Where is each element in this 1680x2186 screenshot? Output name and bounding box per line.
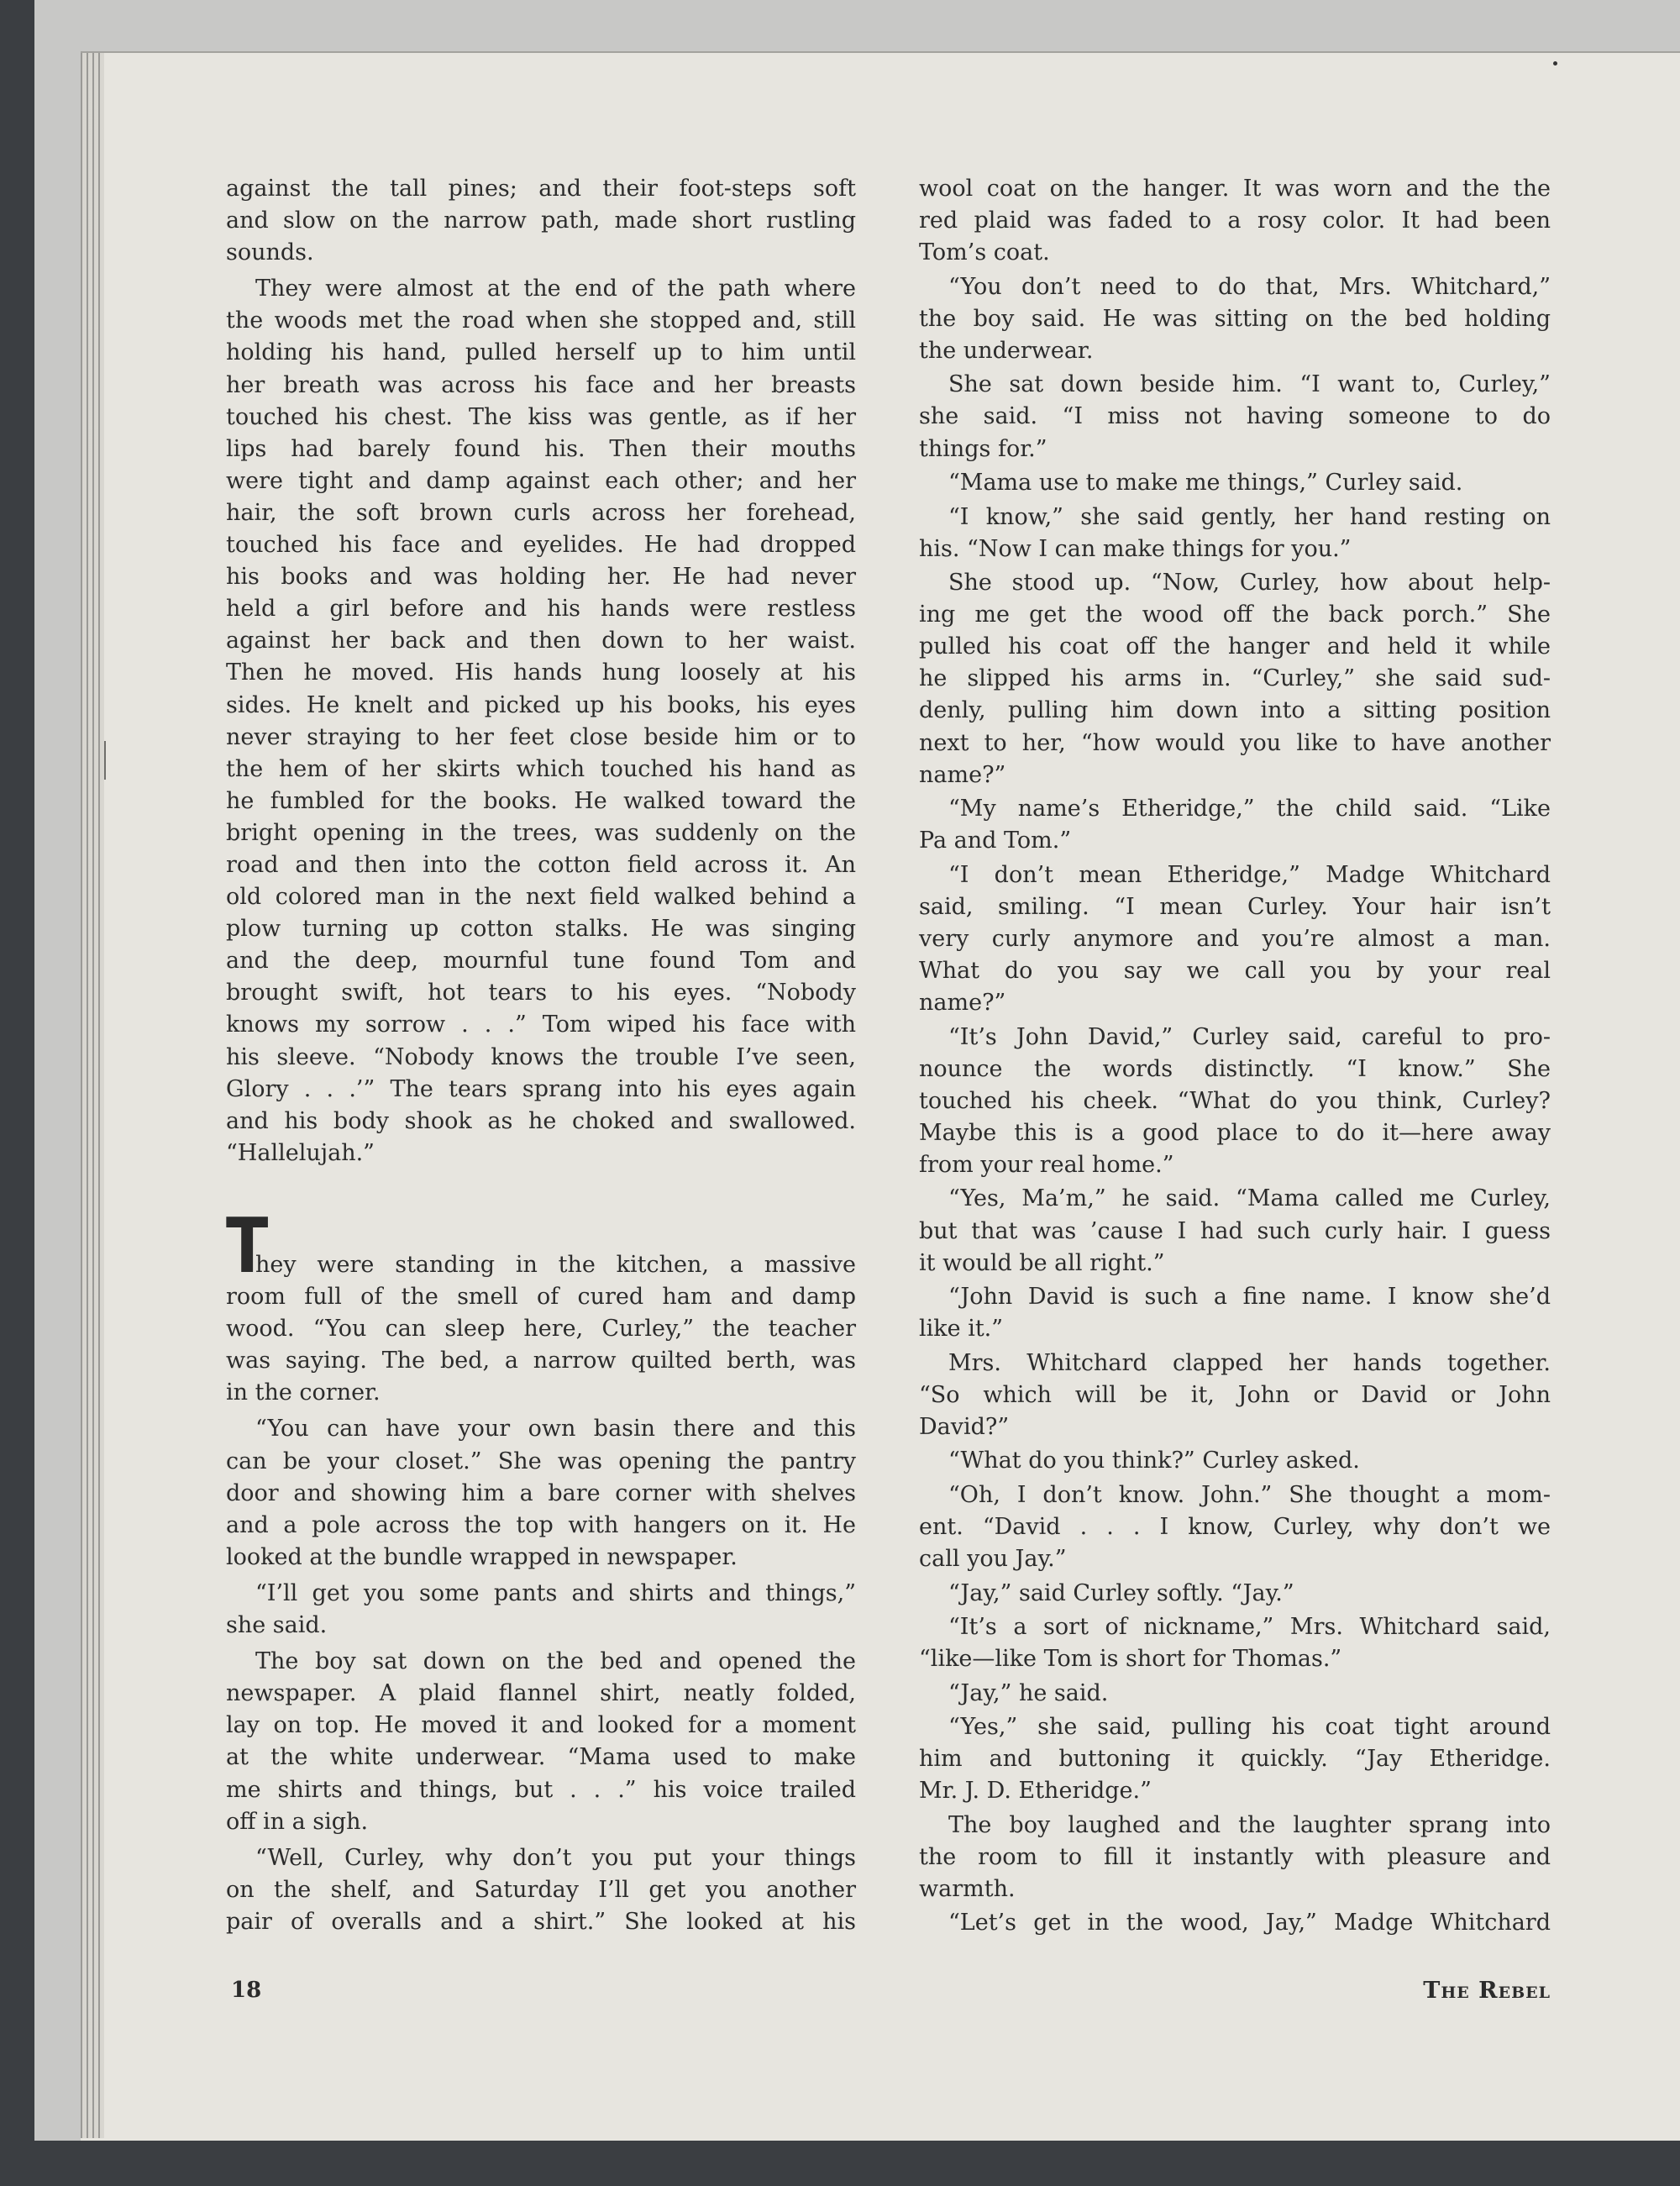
text-line: The boy sat down on the bed and opened the	[255, 1648, 856, 1675]
text-line: “My name’s Etheridge,” the child said. “Like	[948, 796, 1551, 822]
text-line: off in a sigh.	[226, 1808, 369, 1835]
text-line: door and showing him a bare corner with shelves	[226, 1479, 856, 1506]
paragraph	[919, 1678, 1551, 1710]
text-line: the room to fill it instantly with pleasure and	[919, 1843, 1551, 1870]
text-line: the boy said. He was sitting on the bed holding	[919, 305, 1551, 332]
text-line: and the deep, mournful tune found Tom and	[226, 948, 856, 975]
text-line: pulled his coat off the hanger and held it while	[919, 633, 1551, 660]
paragraph	[919, 1578, 1551, 1610]
paragraph	[226, 1842, 856, 1938]
paragraph	[919, 859, 1551, 1019]
paragraph	[919, 271, 1551, 367]
text-line: call you Jay.”	[919, 1546, 1067, 1573]
text-line: room full of the smell of cured ham and damp	[226, 1284, 856, 1311]
text-line: very curly anymore and you’re almost a man.	[919, 925, 1551, 952]
text-line: in the corner.	[226, 1379, 381, 1406]
text-line: “Yes, Ma’m,” he said. “Mama called me Curley,	[948, 1185, 1551, 1212]
text-line: “I don’t mean Etheridge,” Madge Whitchard	[948, 861, 1551, 888]
text-line: ing me get the wood off the back porch.” She	[919, 602, 1551, 628]
paragraph	[919, 1479, 1551, 1575]
text-line: he fumbled for the books. He walked toward the	[226, 787, 856, 814]
text-line: the hem of her skirts which touched his hand as	[226, 755, 856, 782]
text-line: Glory . . .’” The tears sprang into his eyes again	[226, 1075, 856, 1102]
text-line: Then he moved. His hands hung loosely at his	[226, 659, 856, 686]
paragraph	[226, 1413, 856, 1573]
text-line: knows my sorrow . . .” Tom wiped his face with	[226, 1012, 856, 1038]
text-line: him and buttoning it quickly. “Jay Etheridge.	[919, 1746, 1551, 1773]
text-line: she said.	[226, 1612, 328, 1639]
text-line: Mrs. Whitchard clapped her hands together.	[948, 1349, 1551, 1376]
text-line: the woods met the road when she stopped and, still	[226, 307, 856, 334]
text-line: against the tall pines; and their foot-steps soft	[226, 176, 856, 202]
story-continuation-section	[226, 173, 856, 1169]
text-line: “like—like Tom is short for Thomas.”	[919, 1646, 1342, 1673]
paragraph	[919, 1907, 1551, 1939]
text-line: She stood up. “Now, Curley, how about help-	[948, 570, 1551, 596]
text-line: old colored man in the next field walked behind a	[226, 884, 856, 911]
text-line: nounce the words distinctly. “I know.” She	[919, 1055, 1551, 1082]
text-line: touched his face and eyelides. He had dropped	[226, 532, 856, 559]
text-line: “John David is such a fine name. I know she’d	[948, 1284, 1551, 1311]
paragraph	[226, 1578, 856, 1642]
text-line: looked at the bundle wrapped in newspaper.	[226, 1543, 738, 1570]
text-line: Pa and Tom.”	[919, 828, 1072, 854]
paragraph	[226, 173, 856, 269]
text-line: “I’ll get you some pants and shirts and things,”	[255, 1579, 856, 1606]
text-line: sides. He knelt and picked up his books, his eyes	[226, 691, 856, 718]
text-line: were tight and damp against each other; and her	[226, 467, 856, 494]
text-line: “So which will be it, John or David or John	[919, 1381, 1551, 1408]
paragraph	[919, 1711, 1551, 1807]
paragraph	[919, 793, 1551, 857]
page-number: 18	[231, 1978, 262, 2003]
text-line: plow turning up cotton stalks. He was singing	[226, 916, 856, 943]
text-line: “What do you think?” Curley asked.	[948, 1448, 1360, 1474]
text-line: never straying to her feet close beside him or to	[226, 723, 856, 750]
text-line: warmth.	[919, 1875, 1016, 1902]
text-line: road and then into the cotton field across it. An	[226, 851, 856, 878]
text-line: name?”	[919, 761, 1006, 788]
text-line: like it.”	[919, 1316, 1004, 1343]
paragraph	[226, 1646, 856, 1838]
text-line: lips had barely found his. Then their mouths	[226, 435, 856, 462]
text-line: it would be all right.”	[919, 1249, 1165, 1276]
text-line: “Well, Curley, why don’t you put your things	[255, 1844, 856, 1871]
paragraph	[919, 502, 1551, 565]
paragraph	[919, 1348, 1551, 1443]
text-line: They were almost at the end of the path where	[255, 276, 856, 302]
text-line: bright opening in the trees, was suddenly on the	[226, 819, 856, 846]
text-line: “Hallelujah.”	[226, 1139, 375, 1166]
text-line: pair of overalls and a shirt.” She looked at his	[226, 1908, 856, 1935]
paragraph	[919, 467, 1551, 499]
text-line: she said. “I miss not having someone to do	[919, 403, 1551, 430]
text-line: and a pole across the top with hangers on it. He	[226, 1511, 856, 1538]
text-line: ent. “David . . . I know, Curley, why don’t we	[919, 1513, 1551, 1540]
text-line: his. “Now I can make things for you.”	[919, 535, 1352, 562]
text-line: sounds.	[226, 239, 314, 266]
paragraph	[919, 1810, 1551, 1905]
text-line: his books and was holding her. He had never	[226, 564, 856, 591]
ink-speck	[1553, 61, 1557, 66]
text-line: his sleeve. “Nobody knows the trouble I’ve seen,	[226, 1043, 856, 1070]
page-binding-edge	[81, 53, 104, 2138]
text-line: at the white underwear. “Mama used to make	[226, 1744, 856, 1771]
text-line: “Oh, I don’t know. John.” She thought a mom-	[948, 1481, 1551, 1508]
text-line: wood. “You can sleep here, Curley,” the teacher	[226, 1316, 856, 1343]
text-line: hey were standing in the kitchen, a massive	[255, 1252, 856, 1278]
paragraph	[919, 1611, 1551, 1675]
right-column	[919, 173, 1551, 1946]
text-line: “It’s John David,” Curley said, careful to pro-	[948, 1023, 1551, 1050]
paragraph	[919, 1183, 1551, 1279]
text-line: “You don’t need to do that, Mrs. Whitchard,”	[948, 273, 1551, 300]
left-column	[226, 173, 856, 1946]
text-line: The boy laughed and the laughter sprang into	[948, 1811, 1551, 1838]
page-footer	[231, 1973, 1551, 2007]
text-line: denly, pulling him down into a sitting position	[919, 697, 1551, 724]
binding-mark	[104, 741, 106, 780]
paragraph	[226, 1249, 856, 1409]
text-line: “It’s a sort of nickname,” Mrs. Whitchard said,	[948, 1613, 1551, 1640]
text-line: Mr. J. D. Etheridge.”	[919, 1778, 1152, 1805]
text-line: said, smiling. “I mean Curley. Your hair isn’t	[919, 893, 1551, 920]
text-line: “Let’s get in the wood, Jay,” Madge Whitchard	[948, 1910, 1551, 1936]
text-line: me shirts and things, but . . .” his voice trailed	[226, 1776, 856, 1803]
text-line: but that was ’cause I had such curly hair. I guess	[919, 1217, 1551, 1244]
text-line: brought swift, hot tears to his eyes. “Nobody	[226, 980, 856, 1006]
text-line: from your real home.”	[919, 1151, 1174, 1178]
running-title: The Rebel	[1423, 1977, 1551, 2004]
text-line: What do you say we call you by your real	[919, 957, 1551, 984]
kitchen-scene-section	[226, 1202, 856, 1938]
text-line: and his body shook as he choked and swallowed.	[226, 1107, 856, 1134]
paragraph	[919, 1445, 1551, 1477]
text-line: held a girl before and his hands were restless	[226, 596, 856, 623]
text-line: “You can have your own basin there and this	[255, 1416, 856, 1442]
text-line: touched his cheek. “What do you think, Curley?	[919, 1087, 1551, 1114]
paragraph	[919, 1281, 1551, 1345]
text-line: Maybe this is a good place to do it—here away	[919, 1119, 1551, 1146]
text-line: things for.”	[919, 435, 1047, 462]
paragraph	[226, 273, 856, 1169]
text-line: newspaper. A plaid flannel shirt, neatly folded,	[226, 1680, 856, 1707]
text-line: lay on top. He moved it and looked for a moment	[226, 1712, 856, 1739]
paragraph	[919, 1022, 1551, 1181]
text-line: the underwear.	[919, 337, 1094, 364]
text-line: red plaid was faded to a rosy color. It had been	[919, 208, 1551, 234]
text-line: against her back and then down to her waist.	[226, 628, 856, 654]
text-line: he slipped his arms in. “Curley,” she said sud-	[919, 665, 1551, 692]
text-line: can be your closet.” She was opening the pantry	[226, 1448, 856, 1474]
text-line: “Yes,” she said, pulling his coat tight around	[948, 1714, 1551, 1741]
paragraph	[919, 173, 1551, 269]
text-line: “I know,” she said gently, her hand resting on	[948, 503, 1551, 530]
paragraph	[919, 369, 1551, 465]
drop-cap: T	[226, 1202, 269, 1290]
paragraph	[919, 567, 1551, 791]
text-line: next to her, “how would you like to have another	[919, 729, 1551, 756]
right-column-section	[919, 173, 1551, 1939]
text-line: Tom’s coat.	[919, 239, 1050, 266]
text-line: hair, the soft brown curls across her forehead,	[226, 499, 856, 526]
text-line: David?”	[919, 1413, 1010, 1440]
text-line: was saying. The bed, a narrow quilted berth, was	[226, 1348, 856, 1374]
text-line: “Jay,” said Curley softly. “Jay.”	[948, 1579, 1294, 1606]
text-line: and slow on the narrow path, made short rustling	[226, 208, 856, 234]
text-line: touched his chest. The kiss was gentle, as if her	[226, 403, 856, 430]
text-line: “Mama use to make me things,” Curley said.	[948, 470, 1463, 497]
text-line: She sat down beside him. “I want to, Curley,”	[948, 371, 1551, 398]
text-line: holding his hand, pulled herself up to him until	[226, 339, 856, 366]
text-line: her breath was across his face and her breasts	[226, 371, 856, 398]
text-line: name?”	[919, 990, 1006, 1017]
text-line: on the shelf, and Saturday I’ll get you another	[226, 1876, 856, 1903]
text-line: “Jay,” he said.	[948, 1679, 1109, 1706]
text-line: wool coat on the hanger. It was worn and the the	[919, 176, 1551, 202]
